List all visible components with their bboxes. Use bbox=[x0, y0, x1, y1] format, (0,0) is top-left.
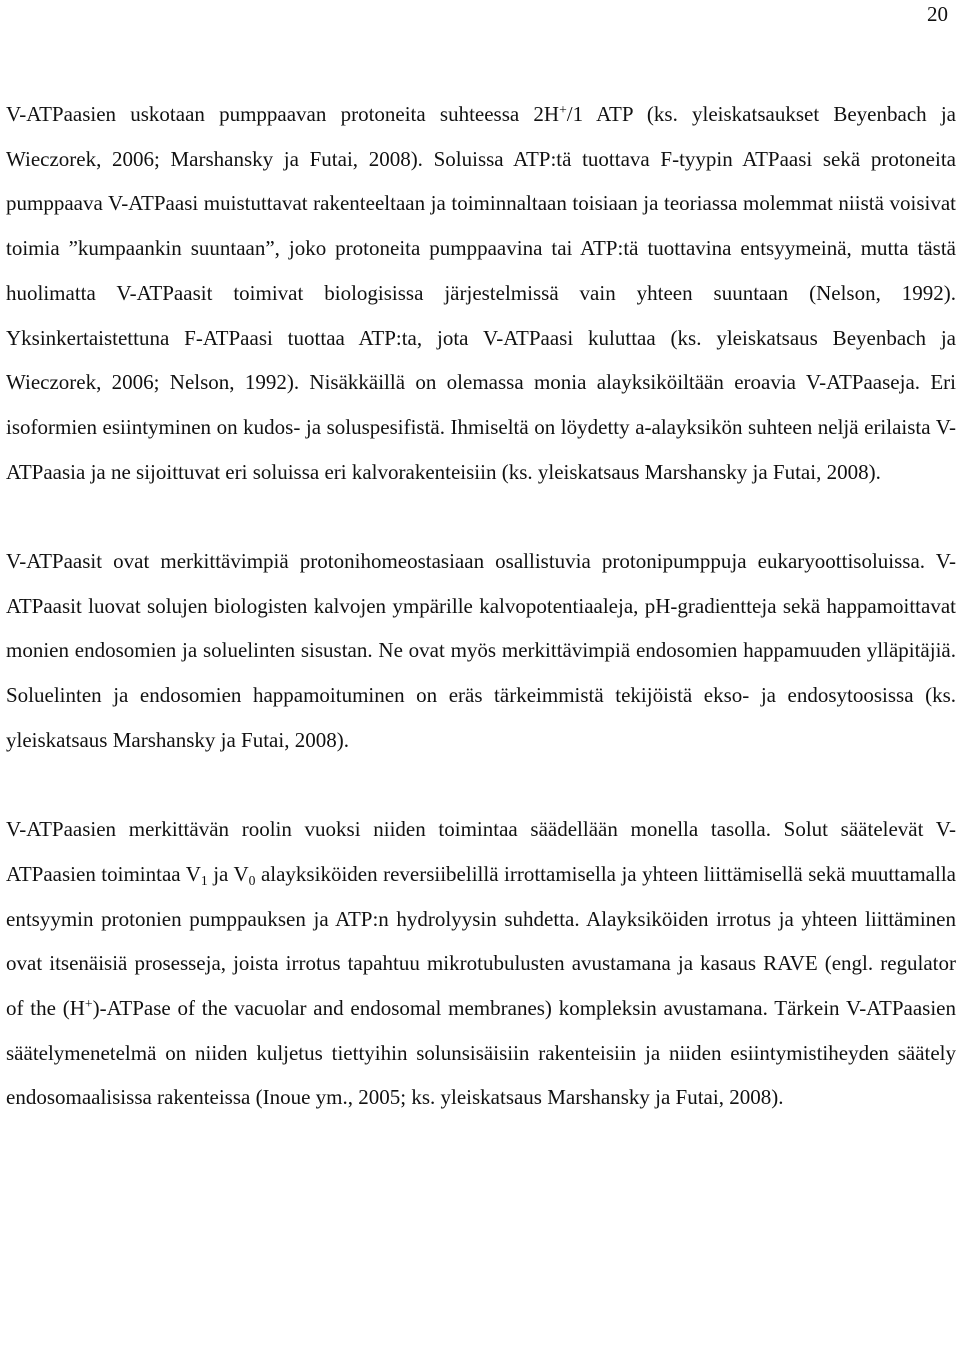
paragraph-3-text-c: alayksiköiden reversiibelillä irrottamisella ja yhteen liittämisellä sekä muuttamalla entsyymin protonien pumppauksen ja ATP:n hydrolyysin suhdetta. Alayksiköiden irrotus ja yhteen liittäminen ovat itsenäisiä prosesseja, joista irrotus tapahtuu mikrotubulusten avustamana ja kasaus RAVE (engl. regulator of the (H bbox=[6, 861, 956, 1021]
paragraph-3-text-b: ja V bbox=[207, 861, 249, 886]
paragraph-1 bbox=[6, 92, 956, 494]
document-body bbox=[6, 92, 956, 1120]
paragraph-3-superscript: + bbox=[84, 996, 93, 1012]
page-number: 20 bbox=[927, 2, 948, 26]
paragraph-3-text-a: V-ATPaasien merkittävän roolin vuoksi niiden toimintaa säädellään monella tasolla. Solut säätelevät V-ATPaasien toimintaa V bbox=[6, 817, 956, 886]
paragraph-3-subscript-1: 1 bbox=[200, 873, 208, 889]
paragraph-1-text-a: V-ATPaasien uskotaan pumppaavan protoneita suhteessa 2H bbox=[6, 102, 560, 126]
paragraph-3-text-d: )-ATPase of the vacuolar and endosomal membranes) kompleksin avustamana. Tärkein V-ATPaasien säätelymenetelmä on niiden kuljetus tiettyihin solunsisäisiin rakenteisiin ja niiden esiintymistiheyden säätely endosomaalisissa rakenteissa (Inoue ym., 2005; ks. yleiskatsaus Marshansky ja Futai, 2008). bbox=[6, 996, 956, 1110]
paragraph-1-superscript: + bbox=[559, 102, 567, 118]
paragraph-1-text-b: /1 ATP (ks. yleiskatsaukset Beyenbach ja Wieczorek, 2006; Marshansky ja Futai, 2008). Soluissa ATP:tä tuottava F-tyypin ATPaasi sekä protoneita pumppaava V-ATPaasi muistuttavat rakenteeltaan ja toiminnaltaan toisiaan ja teoriassa molemmat niistä voisivat toimia ”kumpaankin suuntaan”, joko protoneita pumppaavina tai ATP:tä tuottavina entsyymeinä, mutta tästä huolimatta V-ATPaasit toimivat biologisissa järjestelmissä vain yhteen suuntaan (Nelson, 1992). Yksinkertaistettuna F-ATPaasi tuottaa ATP:ta, jota V-ATPaasi kuluttaa (ks. yleiskatsaus Beyenbach ja Wieczorek, 2006; Nelson, 1992). Nisäkkäillä on olemassa monia alayksiköiltään eroavia V-ATPaaseja. Eri isoformien esiintyminen on kudos- ja soluspesifistä. Ihmiseltä on löydetty a-alayksikön suhteen neljä erilaista V-ATPaasia ja ne sijoittuvat eri soluissa eri kalvorakenteisiin (ks. yleiskatsaus Marshansky ja Futai, 2008). bbox=[6, 102, 956, 484]
paragraph-2: V-ATPaasit ovat merkittävimpiä protonihomeostasiaan osallistuvia protonipumppuja eukaryoottisoluissa. V-ATPaasit luovat solujen biologisten kalvojen ympärille kalvopotentiaaleja, pH-gradientteja sekä happamoittavat monien endosomien ja soluelinten sisustan. Ne ovat myös merkittävimpiä endosomien happamuuden ylläpitäjiä. Soluelinten ja endosomien happamoituminen on eräs tärkeimmistä tekijöistä ekso- ja endosytoosissa (ks. yleiskatsaus Marshansky ja Futai, 2008). bbox=[6, 549, 956, 752]
paragraph-3-subscript-0: 0 bbox=[248, 873, 256, 889]
paragraph-3 bbox=[6, 807, 956, 1120]
